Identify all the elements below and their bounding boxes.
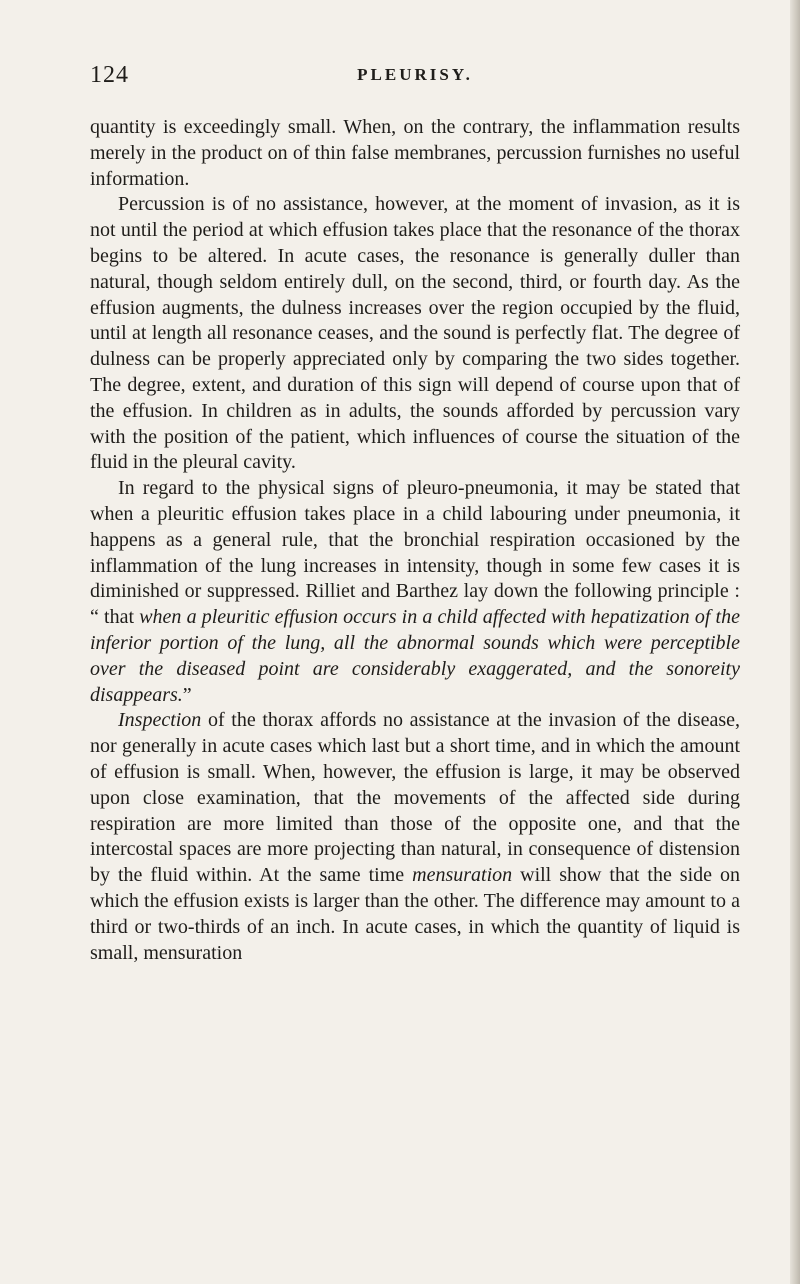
paragraph-2: Percussion is of no assistance, however, at the moment of invasion, as it is not until the period at which effusion takes place that the resonance of the thorax begins to be altered. In acute cases, the resonance is generally duller than natural, though seldom entirely dull, on the second, third, or fourth day. As the effusion augments, the dulness increases over the region occupied by the fluid, until at length all resonance ceases, and the sound is perfectly flat. The degree of dulness can be properly appreciated only by comparing the two sides together. The degree, extent, and duration of this sign will depend of course upon that of the effusion. In children as in adults, the sounds afforded by percussion vary with the position of the patient, which influences of course the situation of the fluid in the pleural cavity. — [90, 193, 740, 474]
paragraph-3-intro: In regard to the physical signs of pleuro-pneumonia, it may be stated that when a pleuritic effusion takes place in a child labouring under pneumonia, it happens as a general rule, that the bronchial respiration occasioned by the inflammation of the lung increases in intensity, though in some few cases it is diminished or suppressed. Rilliet and Barthez lay down the following principle : “ that — [90, 477, 740, 629]
paragraph-4-a: of the thorax affords no assistance at the invasion of the disease, nor generally in acute cases which last but a short time, and in which the amount of effusion is small. When, however, the effusion is large, it may be observed upon close examination, that the movements of the affected side during respiration are more limited than those of the opposite one, and that the intercostal spaces are more projecting than natural, in consequence of distension by the fluid within. At the same time — [90, 709, 740, 887]
rilliet-barthez-quote: when a pleuritic effusion occurs in a child affected with hepatization of the inferior portion of the lung, all the abnormal sounds which were perceptible over the diseased point are considerably exaggerated, and the sonoreity disappears. — [90, 606, 740, 706]
body-text — [90, 115, 740, 966]
paragraph-4-b: will show that the side on which the effusion exists is larger than the other. The difference may amount to a third or two-thirds of an inch. In acute cases, in which the quantity of liquid is small, mensuration — [90, 864, 741, 964]
running-title: PLEURISY. — [357, 65, 473, 84]
page-edge-shadow — [790, 0, 800, 1284]
paragraph-4 — [90, 708, 740, 966]
page-number: 124 — [90, 62, 129, 88]
quote-close: ” — [182, 683, 192, 706]
paragraph-3 — [90, 476, 740, 708]
term-mensuration: mensuration — [412, 864, 513, 887]
paragraph-1: quantity is exceedingly small. When, on the contrary, the inflammation results merely in the product on of thin false membranes, percussion furnishes no useful information. — [90, 116, 740, 190]
term-inspection: Inspection — [118, 709, 202, 732]
page-header — [90, 62, 740, 92]
